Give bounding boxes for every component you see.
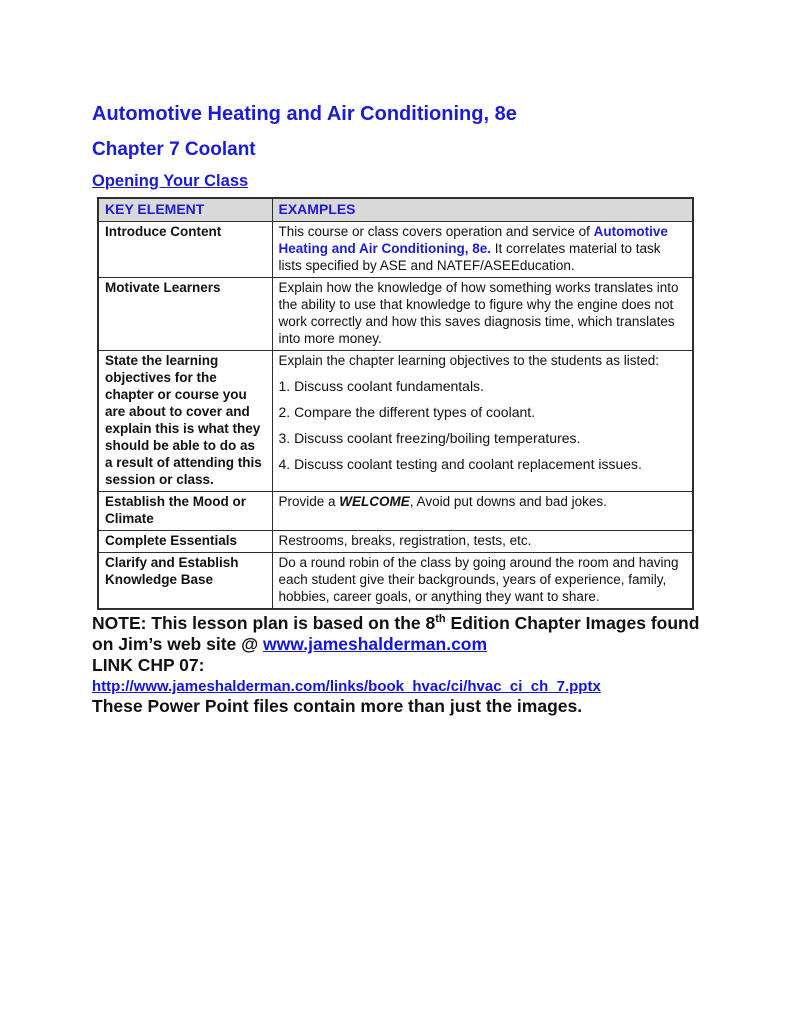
closing-note: These Power Point files contain more than just the images. — [92, 696, 583, 716]
examples-cell: Restrooms, breaks, registration, tests, etc. — [272, 531, 693, 553]
note-text-start: NOTE: This lesson plan is based on the 8 — [92, 613, 436, 633]
example-text: Provide a — [278, 494, 340, 509]
note-text-end: Edition Chapter Images found on Jim’s web site @ — [92, 613, 700, 654]
column-header-key-element: KEY ELEMENT — [98, 198, 272, 222]
table-row-establish-mood — [98, 492, 693, 531]
ordinal-superscript: th — [435, 613, 446, 626]
section-heading: Opening Your Class — [92, 172, 249, 190]
examples-cell: Do a round robin of the class by going around the room and having each student give their backgrounds, years of experience, family, hobbies, career goals, or anything they want to share. — [272, 553, 693, 610]
key-element-cell: Clarify and Establish Knowledge Base — [98, 553, 272, 610]
note-text — [92, 613, 704, 655]
link-label: LINK CHP 07: — [92, 655, 205, 675]
pptx-link-line — [92, 677, 704, 696]
examples-cell — [272, 222, 693, 278]
pptx-link[interactable]: http://www.jameshalderman.com/links/book_hvac/ci/hvac_ci_ch_7.pptx — [92, 678, 601, 695]
objective-item-3: 3. Discuss coolant freezing/boiling temperatures. — [278, 430, 581, 446]
chapter-heading: Chapter 7 Coolant — [92, 139, 256, 160]
example-text: This course or class covers operation and service of — [278, 224, 594, 239]
table-header-row — [98, 198, 693, 222]
table-row-learning-objectives — [98, 351, 693, 492]
key-element-cell: State the learning objectives for the chapter or course you are about to cover and explain this is what they should be able to do as a result of attending this session or class. — [98, 351, 272, 492]
table-row-motivate-learners — [98, 278, 693, 351]
key-element-cell: Establish the Mood or Climate — [98, 492, 272, 531]
example-text: , Avoid put downs and bad jokes. — [409, 494, 607, 509]
lesson-plan-table — [97, 197, 694, 610]
key-element-cell: Introduce Content — [98, 222, 272, 278]
column-header-examples: EXAMPLES — [272, 198, 693, 222]
table-row-introduce-content — [98, 222, 693, 278]
table-row-clarify-knowledge — [98, 553, 693, 610]
document-title: Automotive Heating and Air Conditioning, 8e — [92, 103, 517, 125]
objectives-intro: Explain the chapter learning objectives to the students as listed: — [278, 353, 659, 368]
objective-item-2: 2. Compare the different types of coolant. — [278, 404, 536, 420]
key-element-cell: Complete Essentials — [98, 531, 272, 553]
key-element-cell: Motivate Learners — [98, 278, 272, 351]
examples-cell — [272, 351, 693, 492]
table-row-complete-essentials — [98, 531, 693, 553]
footer-notes — [92, 613, 704, 717]
objective-item-4: 4. Discuss coolant testing and coolant replacement issues. — [278, 456, 642, 472]
website-link[interactable]: www.jameshalderman.com — [263, 634, 488, 654]
examples-cell — [272, 492, 693, 531]
welcome-emphasis: WELCOME — [339, 494, 410, 509]
objective-item-1: 1. Discuss coolant fundamentals. — [278, 378, 484, 394]
examples-cell: Explain how the knowledge of how something works translates into the ability to use that knowledge to figure why the engine does not work correctly and how this saves diagnosis time, which translates into more money. — [272, 278, 693, 351]
book-title-highlight: Automotive Heating and Air Conditioning, 8e. — [278, 224, 668, 256]
example-text: It correlates material to task lists specified by ASE and NATEF/ASEEducation. — [278, 241, 661, 273]
